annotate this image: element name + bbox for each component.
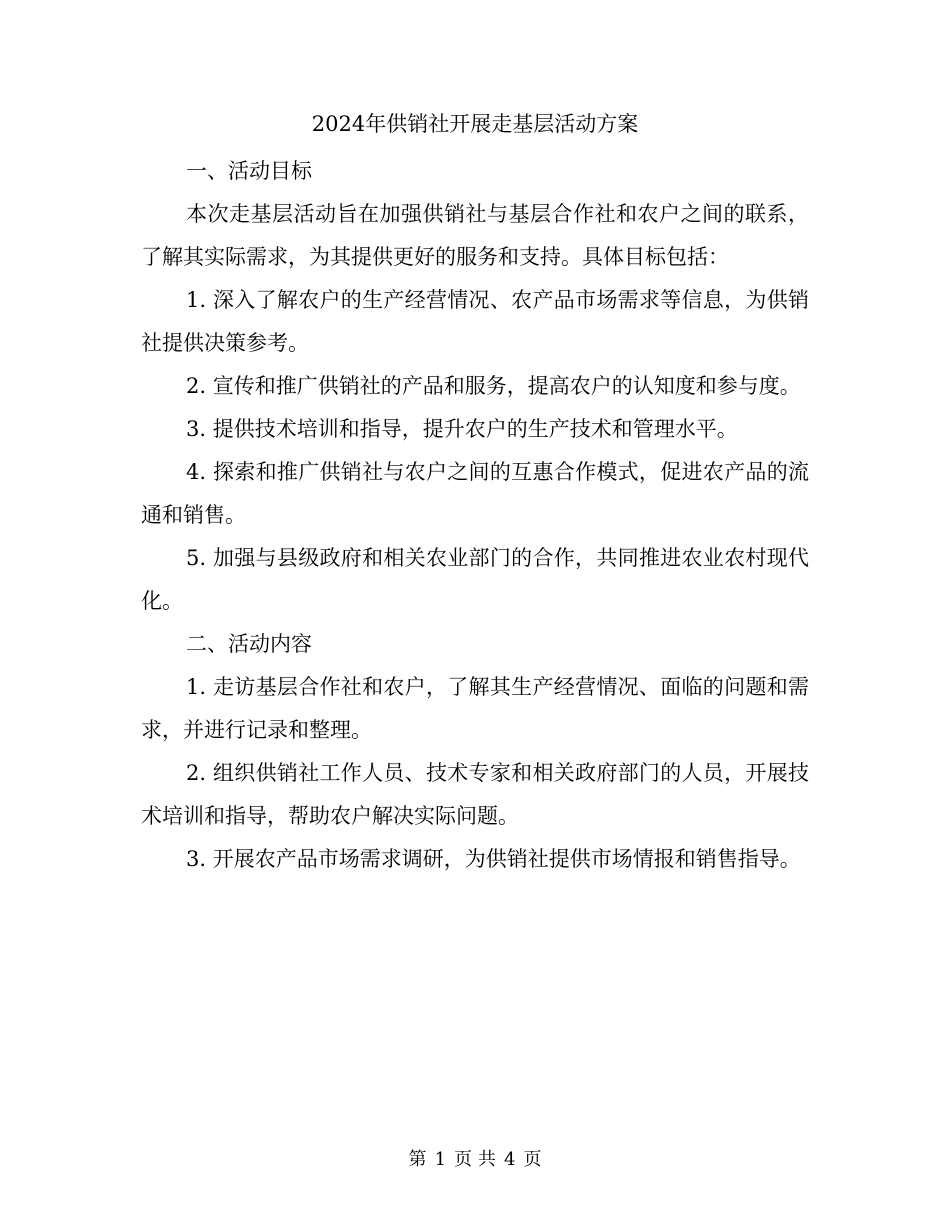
footer-suffix: 页	[523, 1149, 542, 1170]
section-heading-objectives: 一、活动目标	[186, 159, 312, 183]
list-item: 4. 探索和推广供销社与农户之间的互惠合作模式，促进农产品的流通和销售。	[141, 460, 809, 527]
document-title: 2024年供销社开展走基层活动方案	[311, 112, 639, 136]
paragraph-intro: 本次走基层活动旨在加强供销社与基层合作社和农户之间的联系，了解其实际需求，为其提供更好的服务和支持。具体目标包括：	[141, 202, 809, 269]
list-item: 5. 加强与县级政府和相关农业部门的合作，共同推进农业农村现代化。	[141, 546, 809, 613]
footer-middle: 页 共	[454, 1149, 496, 1170]
footer-prefix: 第	[408, 1149, 427, 1170]
list-item: 1. 深入了解农户的生产经营情况、农产品市场需求等信息，为供销社提供决策参考。	[141, 288, 809, 355]
list-item: 2. 组织供销社工作人员、技术专家和相关政府部门的人员，开展技术培训和指导，帮助农户解决实际问题。	[141, 761, 809, 828]
footer-page-number: 1	[434, 1149, 447, 1170]
document-body	[141, 150, 809, 881]
section-heading-content: 二、活动内容	[186, 632, 312, 656]
list-item: 1. 走访基层合作社和农户，了解其生产经营情况、面临的问题和需求，并进行记录和整理。	[141, 675, 809, 742]
list-item: 2. 宣传和推广供销社的产品和服务，提高农户的认知度和参与度。	[186, 374, 801, 398]
footer-total-pages: 4	[503, 1149, 516, 1170]
list-item: 3. 开展农产品市场需求调研，为供销社提供市场情报和销售指导。	[186, 847, 801, 871]
list-item: 3. 提供技术培训和指导，提升农户的生产技术和管理水平。	[186, 417, 738, 441]
page-footer	[0, 1146, 950, 1174]
